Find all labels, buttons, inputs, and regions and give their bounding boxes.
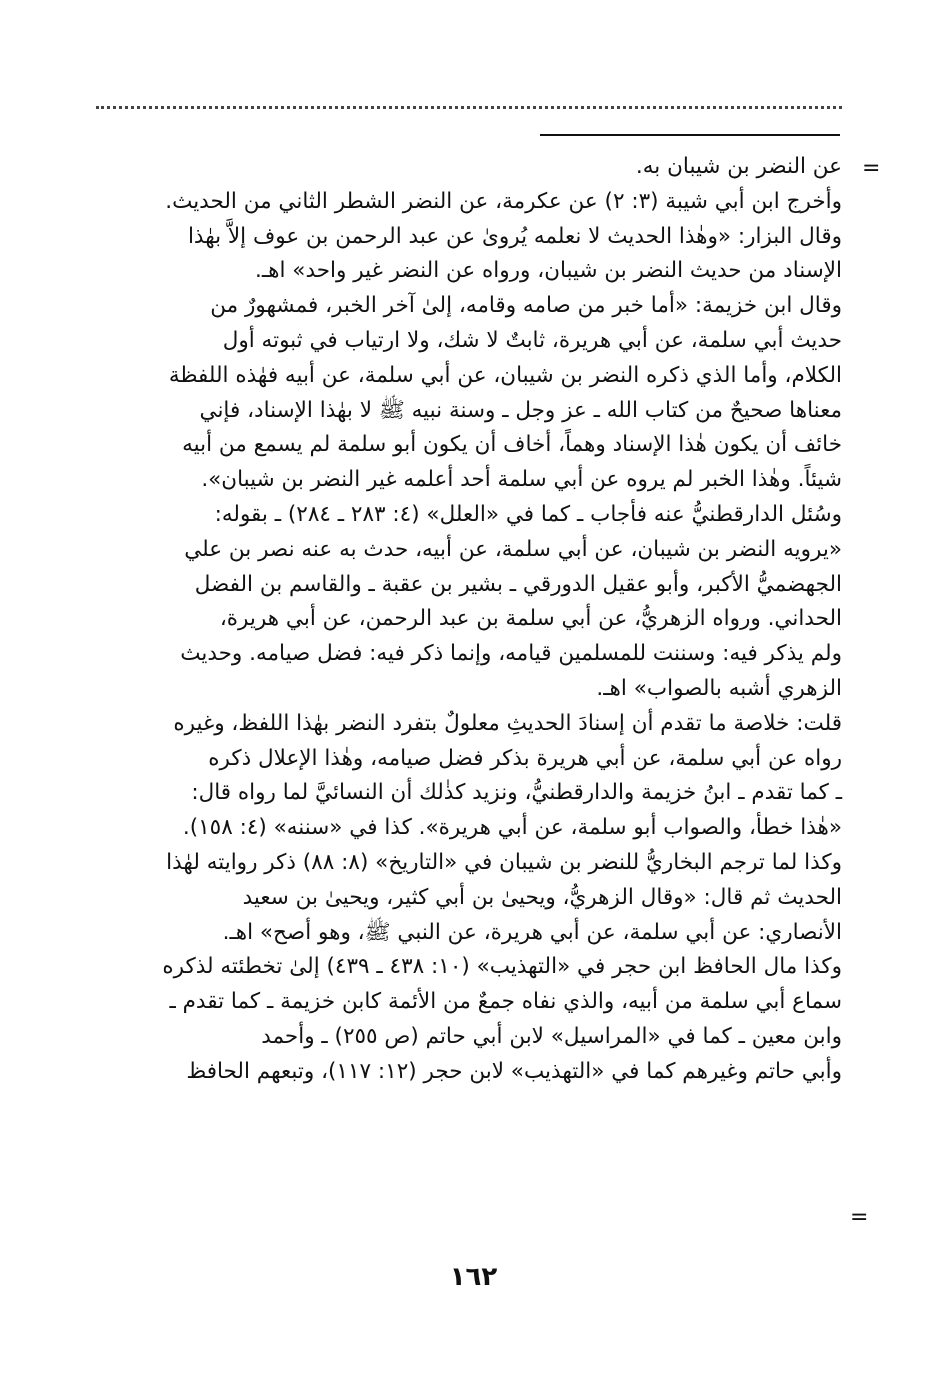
text-line: شيئاً. وهٰذا الخبر لم يروه عن أبي سلمة أحد أعلمه غير النضر بن شيبان». bbox=[201, 467, 842, 493]
text-line: معناها صحيحٌ من كتاب الله ـ عز وجل ـ وسنة نبيه ﷺ لا بهٰذا الإسناد، فإني bbox=[199, 397, 842, 423]
text-line: الحديث ثم قال: «وقال الزهريُّ، ويحيىٰ بن أبي كثير، ويحيىٰ بن سعيد bbox=[242, 884, 842, 910]
header-dotted-rule bbox=[96, 106, 842, 109]
text-line: ـ كما تقدم ـ ابنُ خزيمة والدارقطنيُّ، ونزيد كذٰلك أن النسائيَّ لما رواه قال: bbox=[191, 780, 842, 806]
text-line: وكذا مال الحافظ ابن حجر في «التهذيب» (١٠: ٤٣٨ ـ ٤٣٩) إلىٰ تخطئته لذكره bbox=[162, 954, 842, 980]
text-line: وأبي حاتم وغيرهم كما في «التهذيب» لابن حجر (١٢: ١١٧)، وتبعهم الحافظ bbox=[186, 1058, 842, 1084]
text-line: الكلام، وأما الذي ذكره النضر بن شيبان، عن أبي سلمة، عن أبيه فهٰذه اللفظة bbox=[168, 362, 842, 388]
text-line: قلت: خلاصة ما تقدم أن إسنادَ الحديثِ معلولٌ بتفرد النضر بهٰذا اللفظ، وغيره bbox=[173, 710, 842, 736]
text-line: عن النضر بن شيبان به. bbox=[635, 154, 842, 179]
footnote-body bbox=[96, 150, 842, 1090]
text-line: وسُئل الدارقطنيُّ عنه فأجاب ـ كما في «العلل» (٤: ٢٨٣ ـ ٢٨٤) ـ بقوله: bbox=[214, 501, 842, 527]
text-line: سماع أبي سلمة من أبيه، والذي نفاه جمعٌ من الأئمة كابن خزيمة ـ كما تقدم ـ bbox=[169, 989, 842, 1015]
text-line: الحداني. ورواه الزهريُّ، عن أبي سلمة بن عبد الرحمن، عن أبي هريرة، bbox=[219, 606, 842, 632]
footnote-separator-rule bbox=[540, 134, 840, 136]
text-line: وكذا لما ترجم البخاريُّ للنضر بن شيبان في «التاريخ» (٨: ٨٨) ذكر روايته لهٰذا bbox=[166, 849, 842, 875]
text-line: خائف أن يكون هٰذا الإسناد وهماً، أخاف أن يكون أبو سلمة لم يسمع من أبيه bbox=[182, 432, 842, 458]
text-line: الزهري أشبه بالصواب» اهـ. bbox=[596, 675, 842, 701]
continuation-mark-top: = bbox=[862, 156, 881, 181]
text-line: وقال ابن خزيمة: «أما خبر من صامه وقامه، إلىٰ آخر الخبر، فمشهورٌ من bbox=[210, 293, 842, 319]
text-line: الأنصاري: عن أبي سلمة، عن أبي هريرة، عن النبي ﷺ، وهو أصح» اهـ. bbox=[222, 919, 842, 945]
text-line: ولم يذكر فيه: وسننت للمسلمين قيامه، وإنما ذكر فيه: فضل صيامه. وحديث bbox=[180, 641, 842, 667]
text-line: حديث أبي سلمة، عن أبي هريرة، ثابتٌ لا شك، ولا ارتياب في ثبوته أول bbox=[222, 327, 842, 353]
text-line: الإسناد من حديث النضر بن شيبان، ورواه عن النضر غير واحد» اهـ. bbox=[255, 258, 842, 284]
text-line: «يرويه النضر بن شيبان، عن أبي سلمة، عن أبيه، حدث به عنه نصر بن علي bbox=[184, 536, 842, 562]
page-number: ١٦٢ bbox=[449, 1262, 498, 1292]
text-line: رواه عن أبي سلمة، عن أبي هريرة بذكر فضل صيامه، وهٰذا الإعلال ذكره bbox=[208, 745, 842, 771]
text-line: الجهضميُّ الأكبر، وأبو عقيل الدورقي ـ بشير بن عقبة ـ والقاسم بن الفضل bbox=[194, 571, 842, 597]
text-line: وابن معين ـ كما في «المراسيل» لابن أبي حاتم (ص ٢٥٥) ـ وأحمد bbox=[261, 1023, 842, 1049]
text-line: وأخرج ابن أبي شيبة (٣: ٢) عن عكرمة، عن النضر الشطر الثاني من الحديث. bbox=[165, 188, 842, 214]
text-line: وقال البزار: «وهٰذا الحديث لا نعلمه يُروىٰ عن عبد الرحمن بن عوف إلاَّ بهٰذا bbox=[187, 223, 842, 249]
continuation-mark-bottom: = bbox=[850, 1205, 869, 1230]
text-line: «هٰذا خطأ، والصواب أبو سلمة، عن أبي هريرة». كذا في «سننه» (٤: ١٥٨). bbox=[182, 815, 842, 841]
